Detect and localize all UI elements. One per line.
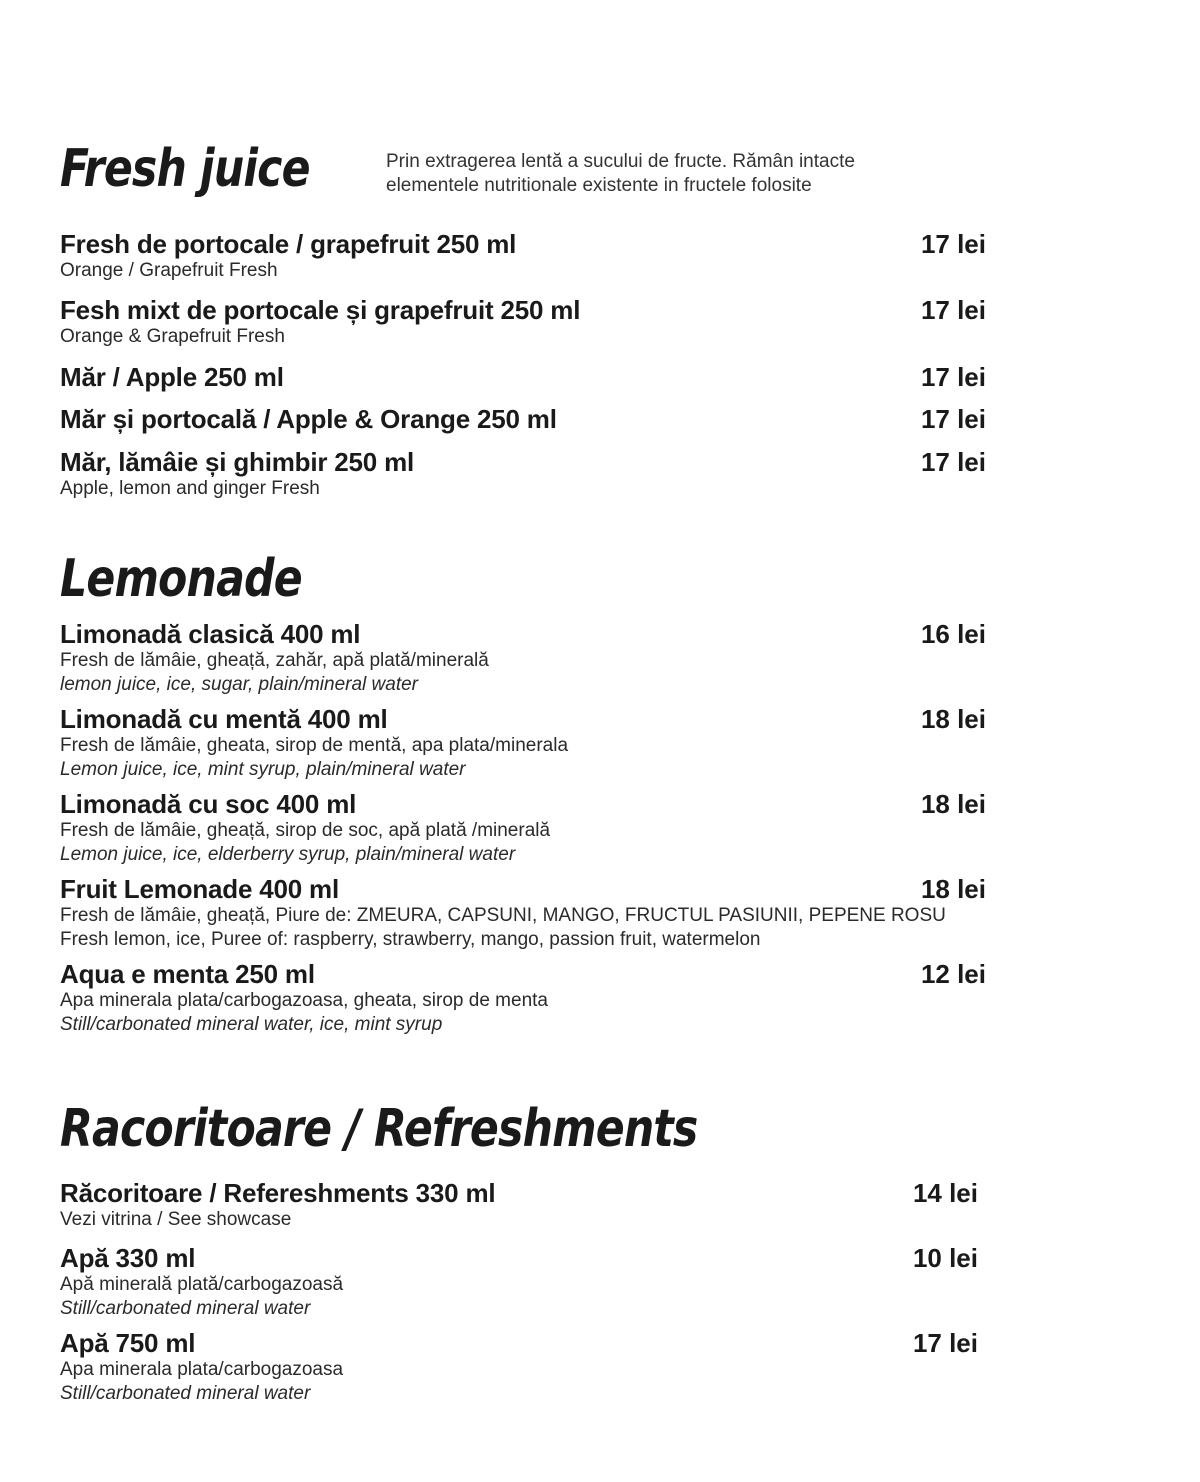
menu-item — [60, 295, 986, 349]
menu-item — [60, 704, 986, 782]
menu-item — [60, 1243, 978, 1321]
item-price: 14 lei — [912, 1178, 978, 1208]
item-description-ro: Fresh de lămâie, gheață, sirop de soc, apă plată /minerală — [60, 820, 551, 841]
menu-item — [60, 404, 986, 434]
section-title-lemonade: Lemonade — [60, 549, 302, 609]
item-price: 17 lei — [920, 404, 986, 434]
item-price: 17 lei — [920, 447, 986, 477]
item-description: Orange & Grapefruit Fresh — [60, 326, 285, 347]
item-description-ro: Apa minerala plata/carbogazoasa, gheata, sirop de menta — [60, 990, 548, 1011]
item-price: 10 lei — [912, 1243, 978, 1273]
item-name: Fruit Lemonade 400 ml — [60, 874, 339, 904]
item-name: Apă 330 ml — [60, 1243, 196, 1273]
item-description-en: lemon juice, ice, sugar, plain/mineral water — [60, 674, 419, 695]
item-description-ro: Apa minerala plata/carbogazoasa — [60, 1359, 344, 1380]
item-description: Vezi vitrina / See showcase — [60, 1209, 292, 1230]
item-description-en: Still/carbonated mineral water, ice, mint syrup — [60, 1014, 443, 1035]
intro-line: elementele nutritionale existente in fructele folosite — [386, 175, 812, 196]
item-price: 17 lei — [920, 295, 986, 325]
item-price: 18 lei — [920, 704, 986, 734]
menu-item — [60, 229, 986, 283]
item-description-ro: Apă minerală plată/carbogazoasă — [60, 1274, 344, 1295]
item-name: Aqua e menta 250 ml — [60, 959, 315, 989]
item-price: 17 lei — [912, 1328, 978, 1358]
item-name: Măr, lămâie și ghimbir 250 ml — [60, 447, 415, 477]
menu-item — [60, 874, 986, 952]
item-price: 12 lei — [920, 959, 986, 989]
menu-item — [60, 1178, 978, 1232]
item-name: Fesh mixt de portocale și grapefruit 250 ml — [60, 295, 581, 325]
menu-item — [60, 619, 986, 697]
item-description-en: Lemon juice, ice, elderberry syrup, plain/mineral water — [60, 844, 516, 865]
item-description-en: Fresh lemon, ice, Puree of: raspberry, strawberry, mango, passion fruit, watermelon — [60, 929, 761, 950]
item-name: Apă 750 ml — [60, 1328, 196, 1358]
item-name: Răcoritoare / Refereshments 330 ml — [60, 1178, 496, 1208]
item-description-en: Lemon juice, ice, mint syrup, plain/mineral water — [60, 759, 466, 780]
intro-line: Prin extragerea lentă a sucului de fructe. Rămân intacte — [386, 151, 855, 172]
item-name: Măr și portocală / Apple & Orange 250 ml — [60, 404, 557, 434]
menu-item — [60, 362, 986, 392]
item-price: 18 lei — [920, 789, 986, 819]
menu-item — [60, 1328, 978, 1406]
item-description: Apple, lemon and ginger Fresh — [60, 478, 320, 499]
item-description-ro: Fresh de lămâie, gheață, zahăr, apă plată/minerală — [60, 650, 489, 671]
item-price: 16 lei — [920, 619, 986, 649]
item-name: Limonadă cu soc 400 ml — [60, 789, 357, 819]
item-description: Orange / Grapefruit Fresh — [60, 260, 278, 281]
item-price: 17 lei — [920, 229, 986, 259]
item-price: 17 lei — [920, 362, 986, 392]
fresh-juice-intro — [386, 150, 986, 198]
menu-item — [60, 959, 986, 1037]
item-name: Limonadă cu mentă 400 ml — [60, 704, 388, 734]
item-description-ro: Fresh de lămâie, gheață, Piure de: ZMEURA, CAPSUNI, MANGO, FRUCTUL PASIUNII, PEPENE ROSU — [60, 905, 946, 926]
item-description-en: Still/carbonated mineral water — [60, 1298, 311, 1319]
section-title-refreshments: Racoritoare / Refreshments — [60, 1099, 698, 1159]
item-description-ro: Fresh de lămâie, gheata, sirop de mentă, apa plata/minerala — [60, 735, 569, 756]
menu-item — [60, 447, 986, 501]
menu-item — [60, 789, 986, 867]
item-name: Măr / Apple 250 ml — [60, 362, 284, 392]
section-title-fresh-juice: Fresh juice — [60, 139, 310, 199]
item-price: 18 lei — [920, 874, 986, 904]
item-description-en: Still/carbonated mineral water — [60, 1383, 311, 1404]
item-name: Fresh de portocale / grapefruit 250 ml — [60, 229, 517, 259]
item-name: Limonadă clasică 400 ml — [60, 619, 361, 649]
